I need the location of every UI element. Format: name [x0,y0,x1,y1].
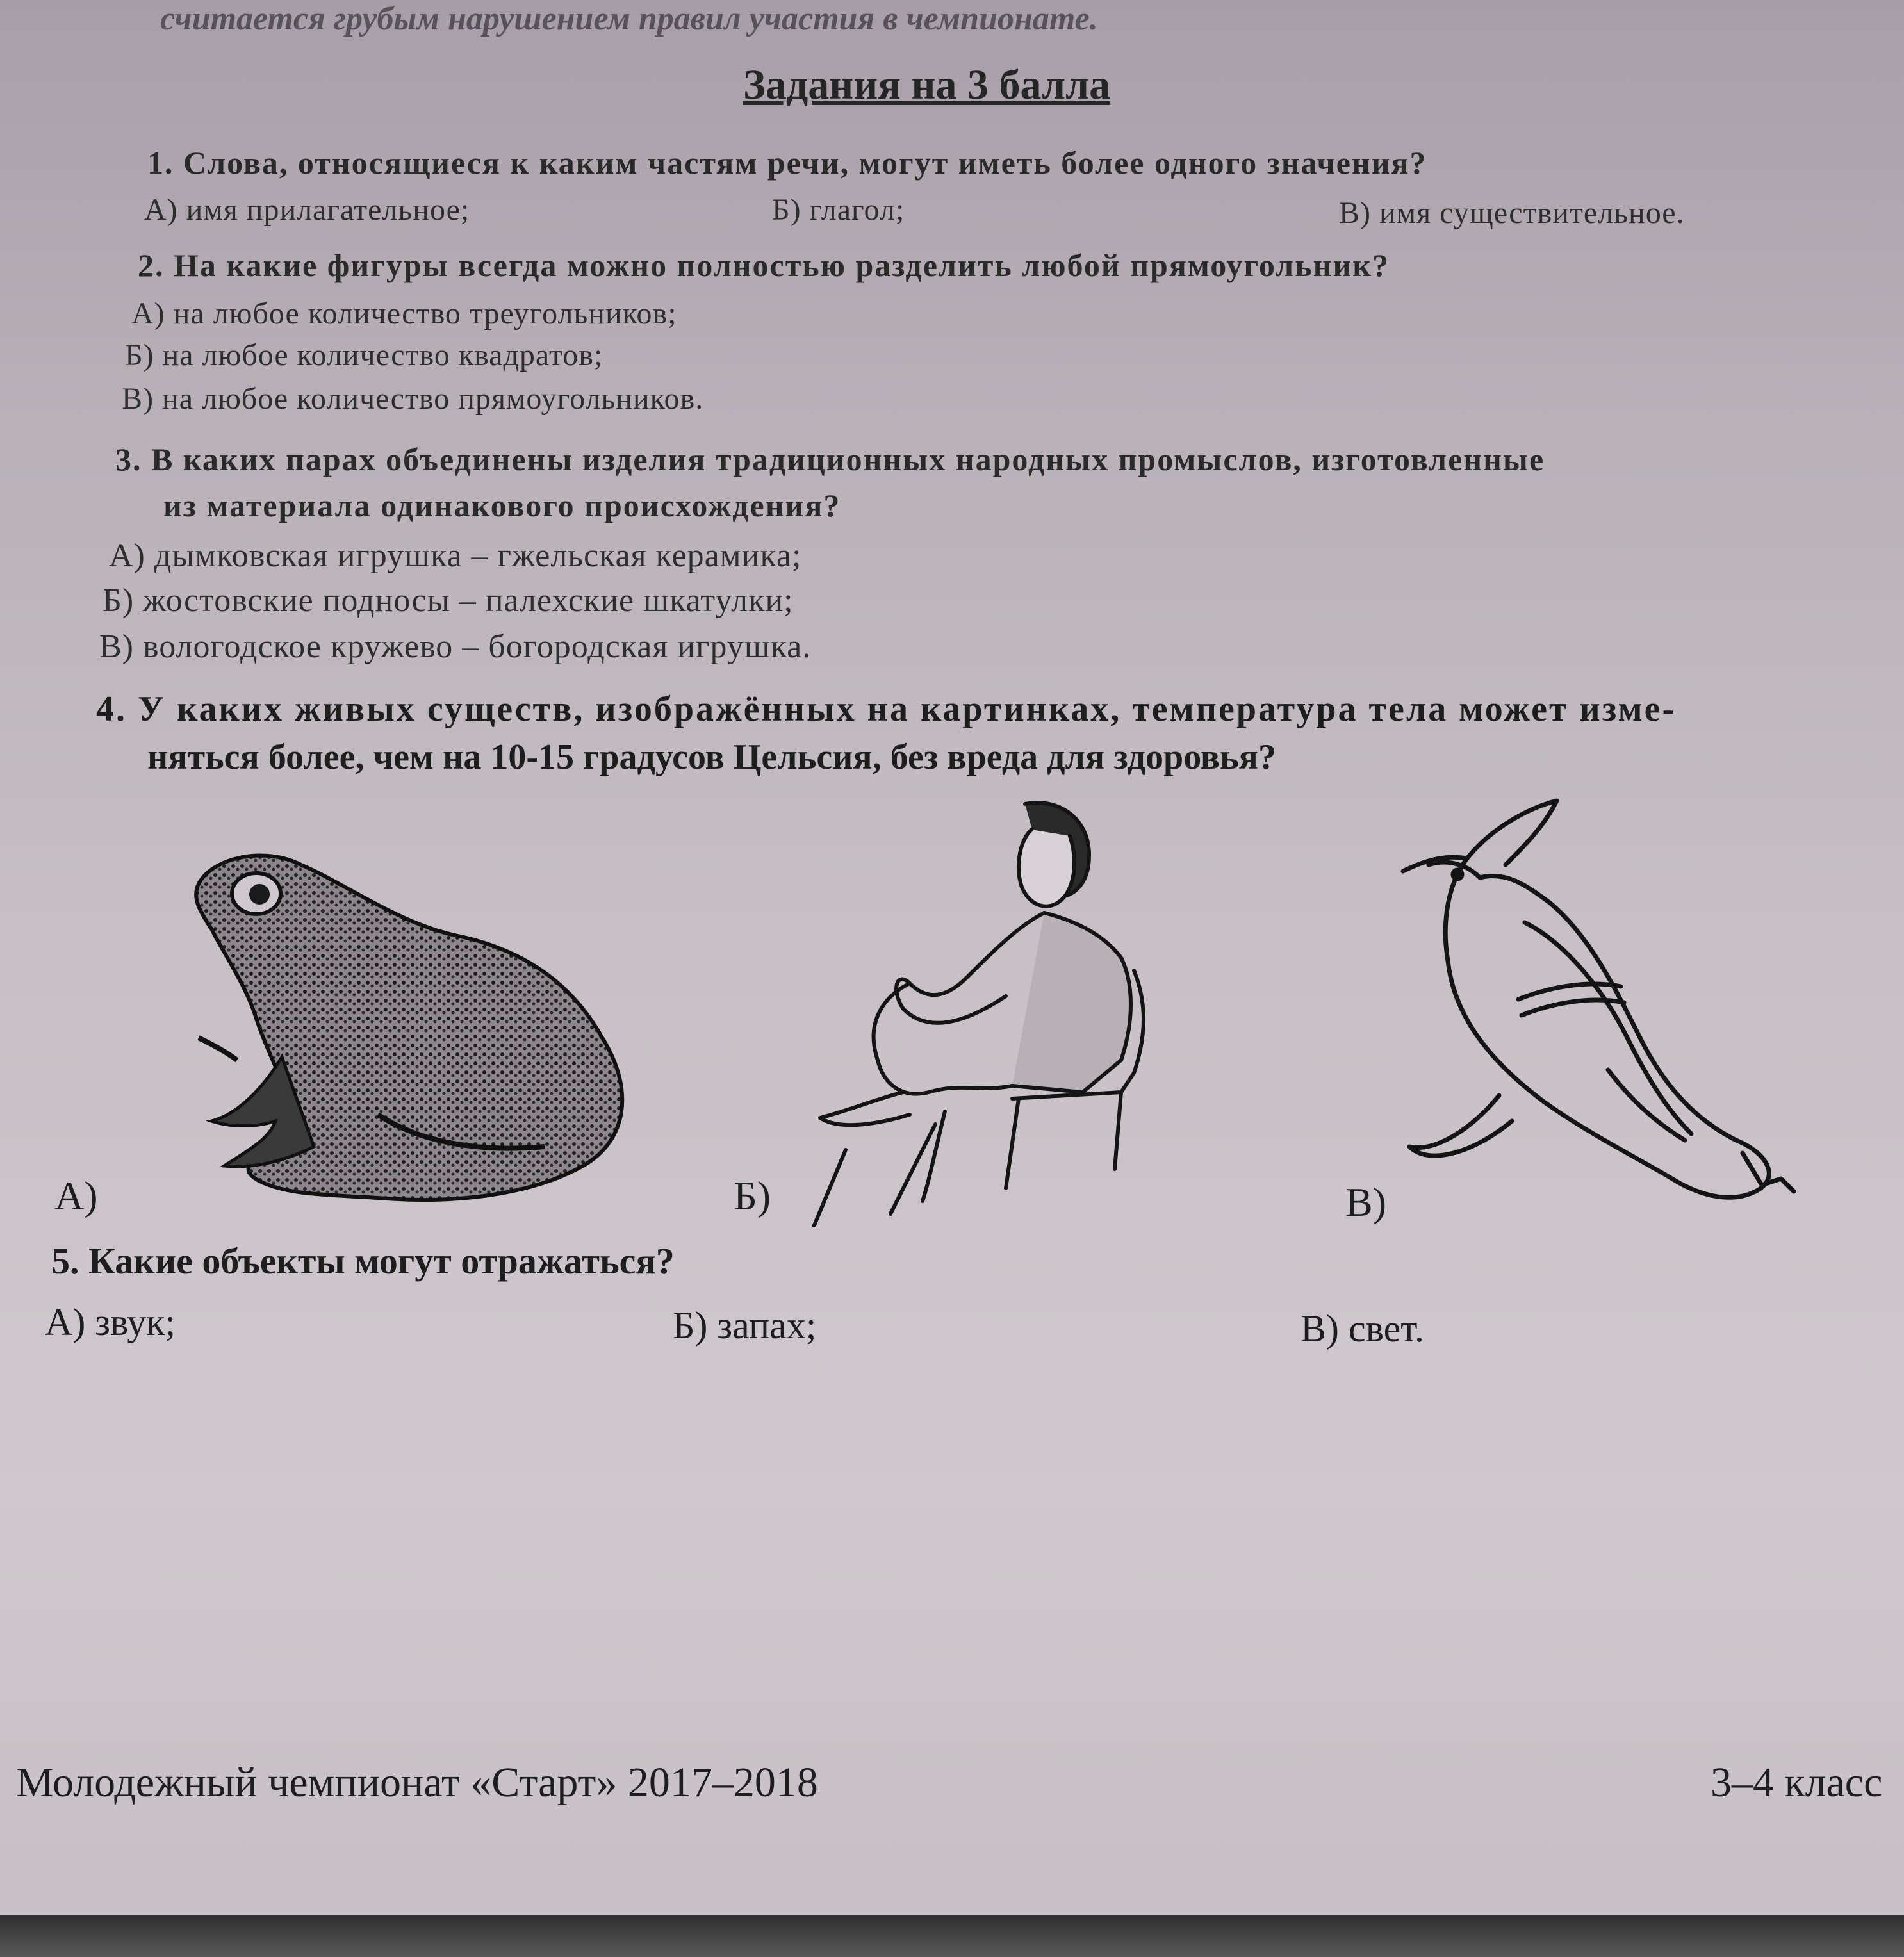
question-2: 2. На какие фигуры всегда можно полностью разделить любой прямоугольник? [138,247,1390,283]
q1-option-a: А) имя прилагательное; [144,193,470,227]
q2-option-a: А) на любое количество треугольников; [131,297,677,331]
footer-championship: Молодежный чемпионат «Старт» 2017–2018 [16,1759,818,1806]
question-4-line-1: 4. У каких живых существ, изображённых на картинках, температура тела может изме- [96,689,1677,729]
question-4-line-2: няться более, чем на 10-15 градусов Цельсия, без вреда для здоровья? [147,737,1276,777]
frog-illustration [186,846,647,1211]
q5-option-a: А) звук; [45,1301,176,1343]
q1-option-b: Б) глагол; [772,193,905,227]
q3-option-c: В) вологодское кружево – богородская игрушка. [99,628,812,665]
q5-option-b: Б) запах; [673,1304,817,1347]
q3-option-a: А) дымковская игрушка – гжельская керамика; [109,537,802,574]
question-5: 5. Какие объекты могут отражаться? [51,1240,675,1282]
q4-label-c: В) [1345,1179,1386,1225]
bird-illustration [1397,794,1813,1211]
desk-shadow [0,1915,1904,1957]
q2-option-c: В) на любое количество прямоугольников. [122,382,704,416]
q2-option-b: Б) на любое количество квадратов; [125,338,603,372]
section-title: Задания на 3 балла [743,61,1111,108]
q3-option-b: Б) жостовские подносы – палехские шкатулки; [103,582,794,619]
q4-label-b: Б) [734,1173,771,1218]
question-3-line-2: из материала одинакового происхождения? [163,487,841,523]
q1-option-c: В) имя существительное. [1339,196,1685,230]
q4-label-a: А) [54,1173,98,1218]
footer-grade: 3–4 класс [1711,1759,1883,1806]
q5-option-c: В) свет. [1301,1307,1424,1350]
question-3-line-1: 3. В каких парах объединены изделия традиционных народных промыслов, изготовленные [115,441,1545,477]
sitting-boy-illustration [801,791,1160,1227]
cut-off-header-line: считается грубым нарушением правил участия в чемпионате. [160,1,1098,37]
question-1: 1. Слова, относящиеся к каким частям речи, могут иметь более одного значения? [147,145,1427,181]
